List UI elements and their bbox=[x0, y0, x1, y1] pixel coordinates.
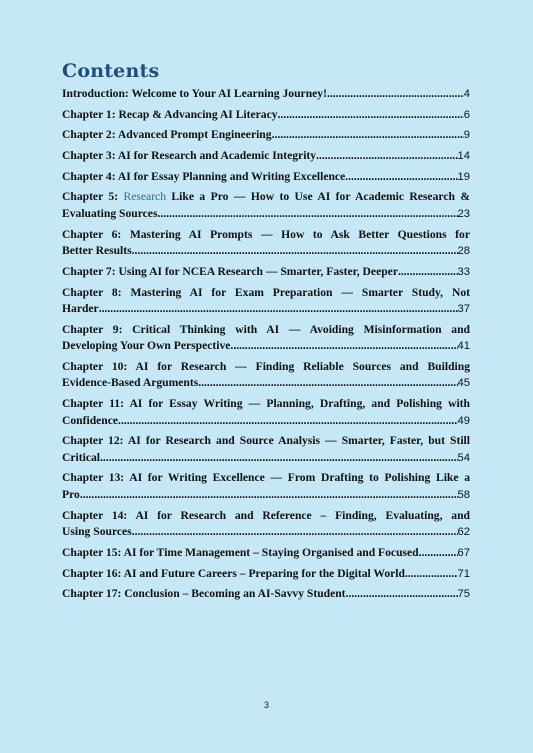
toc-entry-chapter-10[interactable] bbox=[62, 359, 470, 392]
toc-entry-page: 75 bbox=[457, 588, 470, 601]
toc-entry-title-line2: Evaluating Sources bbox=[62, 206, 158, 220]
toc-entry-chapter-15[interactable] bbox=[62, 545, 470, 562]
toc-entry-title-line1: Chapter 12: AI for Research and Source Analysis — Smarter, Faster, but Still bbox=[62, 434, 470, 448]
toc-entry-chapter-4[interactable] bbox=[62, 169, 470, 186]
toc-entry-page: 6 bbox=[463, 108, 470, 121]
toc-entry-title: Chapter 15: AI for Time Management – Staying Organised and Focused bbox=[62, 545, 419, 559]
toc-entry-title: Chapter 7: Using AI for NCEA Research — Smarter, Faster, Deeper bbox=[62, 264, 398, 278]
toc-entry-title-line2: Developing Your Own Perspective bbox=[62, 339, 231, 353]
toc-leader-dots bbox=[198, 375, 457, 392]
toc-entry-page: 4 bbox=[463, 88, 470, 100]
toc-entry-chapter-8[interactable] bbox=[62, 285, 470, 318]
toc-leader-dots bbox=[100, 450, 458, 467]
toc-entry-title: Chapter 16: AI and Future Careers – Preparing for the Digital World bbox=[62, 566, 405, 580]
toc-entry-title-suffix: Like a Pro — How to Use AI for Academic Research & bbox=[166, 190, 470, 204]
toc-entry-introduction[interactable] bbox=[62, 86, 470, 103]
toc-leader-dots bbox=[99, 301, 458, 318]
toc-entry-title-line1: Chapter 14: AI for Research and Reference – Finding, Evaluating, and bbox=[62, 508, 470, 522]
toc-leader-dots bbox=[157, 206, 457, 223]
toc-entry-chapter-5[interactable] bbox=[62, 189, 470, 222]
toc-entry-page: 62 bbox=[457, 526, 470, 539]
toc-entry-title-line2: Using Sources bbox=[62, 525, 132, 539]
toc-leader-dots bbox=[346, 586, 458, 603]
toc-entry-title-line1: Chapter 8: Mastering AI for Exam Preparation — Smarter Study, Not bbox=[62, 285, 470, 299]
table-of-contents bbox=[62, 86, 470, 607]
toc-entry-page: 14 bbox=[457, 150, 470, 163]
toc-leader-dots bbox=[132, 524, 458, 541]
toc-entry-title-accent: Research bbox=[123, 190, 167, 204]
toc-entry-chapter-17[interactable] bbox=[62, 586, 470, 603]
toc-entry-chapter-11[interactable] bbox=[62, 396, 470, 429]
toc-leader-dots bbox=[278, 107, 464, 124]
toc-leader-dots bbox=[80, 487, 458, 504]
toc-entry-title: Chapter 4: AI for Essay Planning and Writing Excellence bbox=[62, 169, 346, 183]
toc-entry-page: 9 bbox=[463, 129, 470, 142]
toc-leader-dots bbox=[132, 243, 458, 260]
toc-entry-page: 37 bbox=[457, 303, 470, 315]
toc-leader-dots bbox=[316, 148, 457, 165]
toc-entry-page: 23 bbox=[457, 207, 470, 220]
toc-leader-dots bbox=[398, 264, 458, 281]
toc-leader-dots bbox=[419, 545, 458, 562]
toc-entry-title-line2-row bbox=[62, 301, 470, 318]
toc-entry-title-line1: Chapter 11: AI for Essay Writing — Planning, Drafting, and Polishing with bbox=[62, 397, 470, 411]
toc-leader-dots bbox=[230, 338, 457, 355]
toc-entry-chapter-6[interactable] bbox=[62, 227, 470, 260]
toc-entry-title-line1: Chapter 13: AI for Writing Excellence — From Drafting to Polishing Like a bbox=[62, 471, 470, 485]
toc-entry-page: 41 bbox=[457, 340, 470, 353]
toc-entry-title-line2: Harder bbox=[62, 302, 99, 315]
toc-entry-title-line2-row bbox=[62, 375, 470, 392]
toc-entry-chapter-3[interactable] bbox=[62, 148, 470, 165]
toc-leader-dots bbox=[345, 169, 457, 186]
toc-entry-page: 54 bbox=[457, 451, 470, 464]
toc-entry-title-line2-row bbox=[62, 338, 470, 355]
toc-entry-chapter-14[interactable] bbox=[62, 508, 470, 541]
toc-entry-title-line1: Chapter 10: AI for Research — Finding Reliable Sources and Building bbox=[62, 359, 470, 373]
toc-entry-title-prefix: Chapter 5: bbox=[62, 190, 124, 204]
toc-entry-page: 71 bbox=[457, 567, 470, 580]
toc-entry-page: 33 bbox=[457, 265, 470, 278]
toc-entry-title-line2-row bbox=[62, 524, 470, 541]
toc-entry-page: 19 bbox=[457, 170, 470, 183]
toc-entry-title-line2: Better Results bbox=[62, 244, 132, 258]
toc-entry-title-line2: Confidence bbox=[62, 413, 119, 427]
toc-entry-title-line2: Evidence-Based Arguments bbox=[62, 376, 199, 390]
toc-entry-title-line2: Critical bbox=[62, 450, 100, 464]
toc-entry-page: 49 bbox=[457, 414, 470, 427]
toc-entry-chapter-13[interactable] bbox=[62, 470, 470, 503]
toc-entry-title-line1: Chapter 6: Mastering AI Prompts — How to Ask Better Questions for bbox=[62, 227, 470, 241]
toc-entry-title: Chapter 1: Recap & Advancing AI Literacy bbox=[62, 107, 278, 121]
toc-entry-chapter-9[interactable] bbox=[62, 322, 470, 355]
toc-entry-chapter-12[interactable] bbox=[62, 433, 470, 466]
toc-entry-chapter-16[interactable] bbox=[62, 566, 470, 583]
toc-entry-title: Chapter 2: Advanced Prompt Engineering bbox=[62, 128, 272, 142]
toc-entry-chapter-1[interactable] bbox=[62, 107, 470, 124]
toc-entry-page: 28 bbox=[457, 245, 470, 258]
toc-entry-page: 58 bbox=[457, 488, 470, 501]
page-title: Contents bbox=[62, 60, 160, 82]
toc-entry-title-line2-row bbox=[62, 243, 470, 260]
toc-entry-title-line1 bbox=[62, 189, 470, 206]
toc-entry-chapter-2[interactable] bbox=[62, 127, 470, 144]
toc-entry-title-line2-row bbox=[62, 206, 470, 223]
toc-entry-title-line2-row bbox=[62, 450, 470, 467]
toc-entry-title-line2-row bbox=[62, 487, 470, 504]
toc-entry-title: Introduction: Welcome to Your AI Learning Journey! bbox=[62, 87, 327, 100]
toc-entry-title: Chapter 17: Conclusion – Becoming an AI-Savvy Student bbox=[62, 587, 346, 601]
toc-leader-dots bbox=[405, 566, 458, 583]
toc-leader-dots bbox=[272, 127, 464, 144]
page-number: 3 bbox=[263, 700, 269, 710]
toc-entry-title: Chapter 3: AI for Research and Academic Integrity bbox=[62, 149, 317, 163]
toc-entry-title-line2: Pro bbox=[62, 487, 80, 501]
toc-entry-page: 67 bbox=[457, 546, 470, 559]
toc-entry-chapter-7[interactable] bbox=[62, 264, 470, 281]
toc-entry-title-line2-row bbox=[62, 413, 470, 430]
toc-entry-page: 45 bbox=[457, 377, 470, 390]
toc-leader-dots bbox=[118, 413, 458, 430]
toc-entry-title-line1: Chapter 9: Critical Thinking with AI — Avoiding Misinformation and bbox=[62, 322, 470, 336]
toc-leader-dots bbox=[327, 86, 464, 103]
